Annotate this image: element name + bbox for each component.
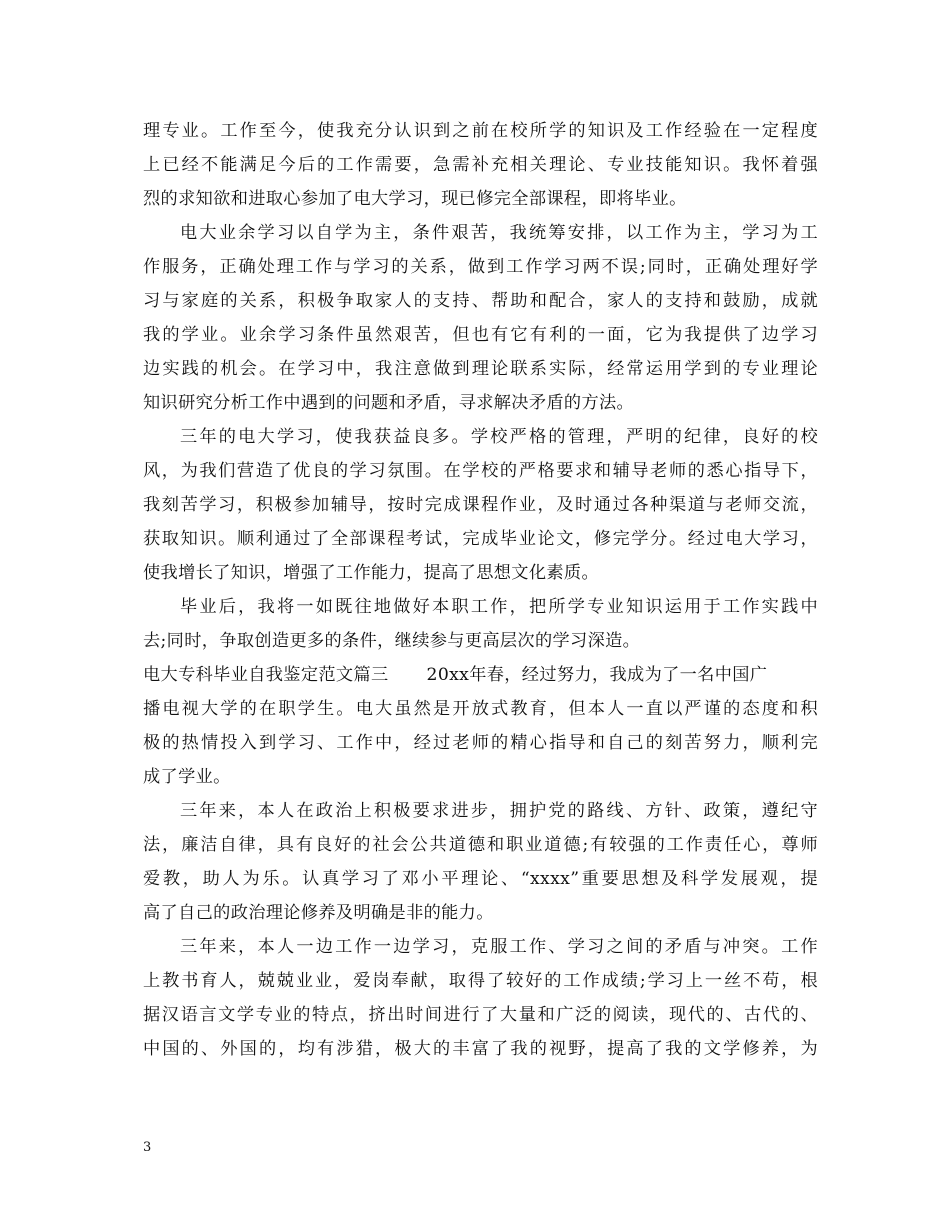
text-line: 上教书育人，兢兢业业，爱岗奉献，取得了较好的工作成绩;学习上一丝不苟，根 <box>143 971 818 991</box>
text-line: 爱教，助人为乐。认真学习了邓小平理论、“xxxx”重要思想及科学发展观，提 <box>143 869 818 889</box>
text-line: 据汉语言文学专业的特点，挤出时间进行了大量和广泛的阅读，现代的、古代的、 <box>143 1005 818 1025</box>
text-line: 风，为我们营造了优良的学习氛围。在学校的严格要求和辅导老师的悉心指导下， <box>143 461 818 481</box>
paragraph-block <box>143 114 818 658</box>
text-line: 习与家庭的关系，积极争取家人的支持、帮助和配合，家人的支持和鼓励，成就 <box>143 291 818 311</box>
text-line: 我的学业。业余学习条件虽然艰苦，但也有它有利的一面，它为我提供了边学习 <box>143 325 818 345</box>
text-line: 边实践的机会。在学习中，我注意做到理论联系实际，经常运用学到的专业理论 <box>143 359 818 379</box>
text-line: 高了自己的政治理论修养及明确是非的能力。 <box>143 903 494 923</box>
section-heading-lead-text: 20xx年春，经过努力，我成为了一名中国广 <box>426 665 768 685</box>
text-line: 极的热情投入到学习、工作中，经过老师的精心指导和自己的刻苦努力，顺利完 <box>143 733 818 753</box>
text-line: 理专业。工作至今，使我充分认识到之前在校所学的知识及工作经验在一定程度 <box>143 121 818 141</box>
text-line: 法，廉洁自律，具有良好的社会公共道德和职业道德;有较强的工作责任心，尊师 <box>143 835 818 855</box>
text-line: 获取知识。顺利通过了全部课程考试，完成毕业论文，修完学分。经过电大学习， <box>143 529 818 549</box>
text-line: 三年来，本人一边工作一边学习，克服工作、学习之间的矛盾与冲突。工作 <box>180 937 818 957</box>
text-line: 我刻苦学习，积极参加辅导，按时完成课程作业，及时通过各种渠道与老师交流， <box>143 495 818 515</box>
section-heading-title: 电大专科毕业自我鉴定范文篇三 <box>143 665 389 685</box>
text-line: 作服务，正确处理工作与学习的关系，做到工作学习两不误;同时，正确处理好学 <box>143 257 818 277</box>
text-line: 中国的、外国的，均有涉猎，极大的丰富了我的视野，提高了我的文学修养，为 <box>143 1039 818 1059</box>
text-line: 使我增长了知识，增强了工作能力，提高了思想文化素质。 <box>143 563 599 583</box>
text-line: 知识研究分析工作中遇到的问题和矛盾，寻求解决矛盾的方法。 <box>143 393 635 413</box>
text-line: 烈的求知欲和进取心参加了电大学习，现已修完全部课程，即将毕业。 <box>143 189 687 209</box>
text-line: 去;同时，争取创造更多的条件，继续参与更高层次的学习深造。 <box>143 631 641 651</box>
text-line: 三年来，本人在政治上积极要求进步，拥护党的路线、方针、政策，遵纪守 <box>180 801 818 821</box>
body-text <box>143 114 818 1066</box>
page-number: 3 <box>143 1140 152 1155</box>
text-line: 播电视大学的在职学生。电大虽然是开放式教育，但本人一直以严谨的态度和积 <box>143 699 818 719</box>
text-line: 成了学业。 <box>143 767 231 787</box>
text-line: 三年的电大学习，使我获益良多。学校严格的管理，严明的纪律，良好的校 <box>180 427 818 447</box>
text-line: 毕业后，我将一如既往地做好本职工作，把所学专业知识运用于工作实践中 <box>180 597 818 617</box>
text-line: 上已经不能满足今后的工作需要，急需补充相关理论、专业技能知识。我怀着强 <box>143 155 818 175</box>
paragraph-block <box>143 692 818 1066</box>
section-heading-line <box>143 658 818 692</box>
text-line: 电大业余学习以自学为主，条件艰苦，我统筹安排，以工作为主，学习为工 <box>180 223 818 243</box>
